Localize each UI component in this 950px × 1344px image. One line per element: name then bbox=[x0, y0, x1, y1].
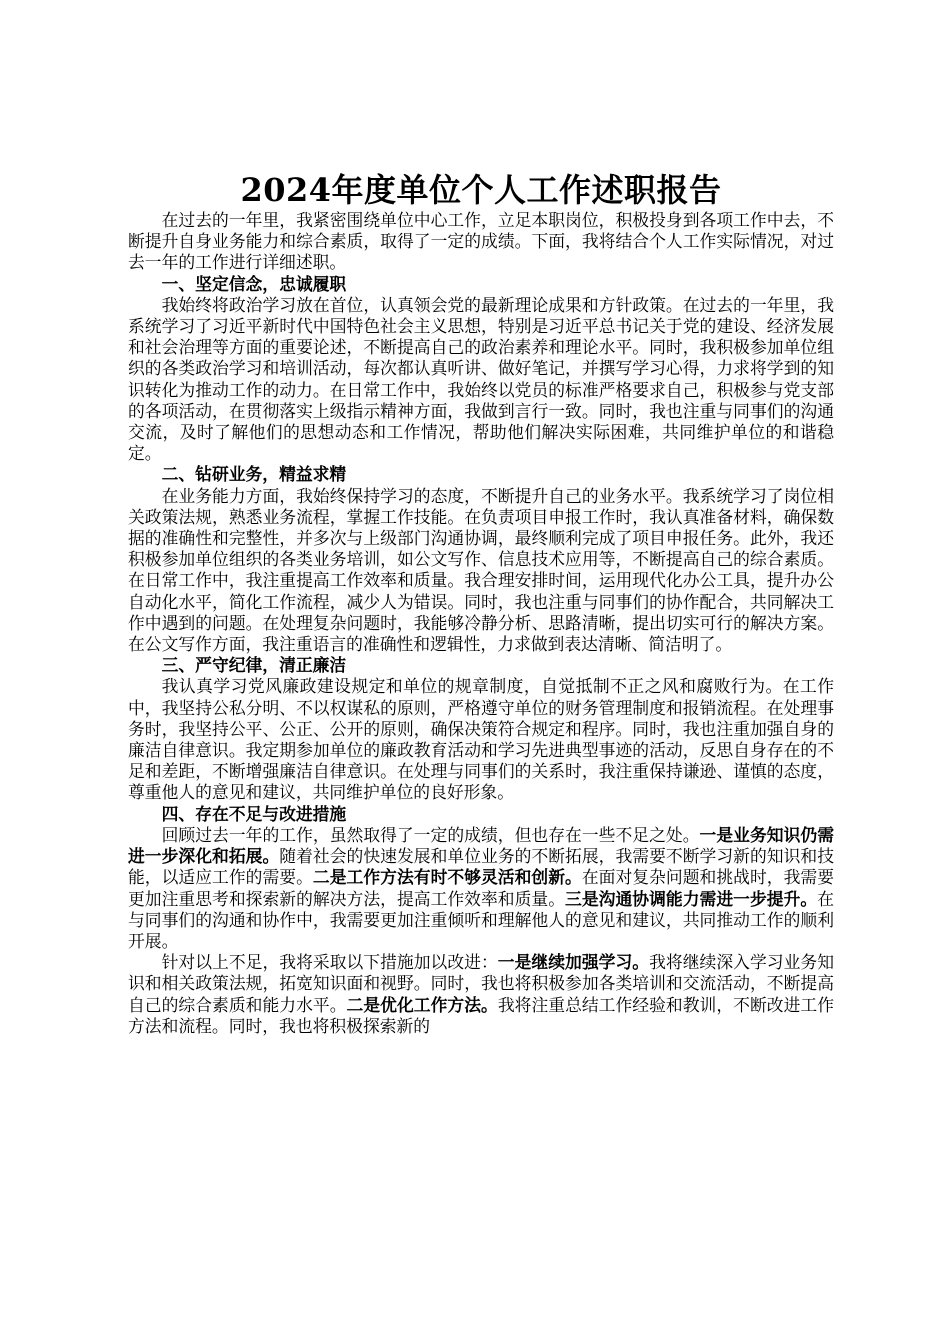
measure-1-bold: 一是继续加强学习。 bbox=[497, 952, 650, 973]
section-heading-3: 三、严守纪律，清正廉洁 bbox=[161, 655, 347, 676]
shortcoming-1-text: 随着社会的快速发展和单位业务的不断拓展，我需要不断学习新的知识和技能，以适应工作的需要。 bbox=[128, 846, 834, 888]
shortcomings-lead: 回顾过去一年的工作，虽然取得了一定的成绩，但也存在一些不足之处。 bbox=[161, 824, 700, 845]
shortcoming-3-bold: 三是沟通协调能力需进一步提升。 bbox=[565, 888, 818, 909]
shortcoming-3-text: 在与同事们的沟通和协作中，我需要更加注重倾听和理解他人的意见和建议，共同推动工作的顺利开展。 bbox=[128, 888, 834, 951]
shortcoming-2-bold: 二是工作方法有时不够灵活和创新。 bbox=[312, 867, 582, 888]
section-body-3: 我认真学习党风廉政建设规定和单位的规章制度，自觉抵制不正之风和腐败行为。在工作中，我坚持公私分明、不以权谋私的原则，严格遵守单位的财务管理制度和报销流程。在处理事务时，我坚持公平、公正、公开的原则，确保决策符合规定和程序。同时，我也注重加强自身的廉洁自律意识。我定期参加单位的廉政教育活动和学习先进典型事迹的活动，反思自身存在的不足和差距，不断增强廉洁自律意识。在处理与同事们的关系时，我注重保持谦逊、谨慎的态度，尊重他人的意见和建议，共同维护单位的良好形象。 bbox=[128, 676, 834, 803]
document-title: 2024年度单位个人工作述职报告 bbox=[240, 171, 722, 209]
section-body-4-shortcomings bbox=[128, 825, 834, 952]
measures-lead: 针对以上不足，我将采取以下措施加以改进： bbox=[161, 952, 498, 973]
section-body-1: 我始终将政治学习放在首位，认真领会党的最新理论成果和方针政策。在过去的一年里，我系统学习了习近平新时代中国特色社会主义思想，特别是习近平总书记关于党的建设、经济发展和社会治理等方面的重要论述，不断提高自己的政治素养和理论水平。同时，我积极参加单位组织的各类政治学习和培训活动，每次都认真听讲、做好笔记，并撰写学习心得，力求将学到的知识转化为推动工作的动力。在日常工作中，我始终以党员的标准严格要求自己，积极参与党支部的各项活动，在贯彻落实上级指示精神方面，我做到言行一致。同时，我也注重与同事们的沟通交流，及时了解他们的思想动态和工作情况，帮助他们解决实际困难，共同维护单位的和谐稳定。 bbox=[128, 294, 834, 464]
measure-2-text: 我将注重总结工作经验和教训，不断改进工作方法和流程。同时，我也将积极探索新的 bbox=[128, 994, 834, 1036]
measure-1-text: 我将继续深入学习业务知识和相关政策法规，拓宽知识面和视野。同时，我也将积极参加各类培训和交流活动，不断提高自己的综合素质和能力水平。 bbox=[128, 952, 834, 1015]
shortcoming-1-bold: 一是业务知识仍需进一步深化和拓展。 bbox=[128, 824, 834, 867]
section-heading-4: 四、存在不足与改进措施 bbox=[161, 803, 347, 824]
section-heading-2: 二、钻研业务，精益求精 bbox=[161, 464, 347, 485]
shortcoming-2-text: 在面对复杂问题和挑战时，我需要更加注重思考和探索新的解决方法，提高工作效率和质量。 bbox=[128, 867, 834, 909]
measure-2-bold: 二是优化工作方法。 bbox=[346, 994, 498, 1015]
section-body-4-measures bbox=[128, 952, 834, 1037]
section-body-2: 在业务能力方面，我始终保持学习的态度，不断提升自己的业务水平。我系统学习了岗位相关政策法规，熟悉业务流程，掌握工作技能。在负责项目申报工作时，我认真准备材料，确保数据的准确性和完整性，并多次与上级部门沟通协调，最终顺利完成了项目申报任务。此外，我还积极参加单位组织的各类业务培训，如公文写作、信息技术应用等，不断提高自己的综合素质。在日常工作中，我注重提高工作效率和质量。我合理安排时间，运用现代化办公工具，提升办公自动化水平，简化工作流程，减少人为错误。同时，我也注重与同事们的协作配合，共同解决工作中遇到的问题。在处理复杂问题时，我能够冷静分析、思路清晰，提出切实可行的解决方案。在公文写作方面，我注重语言的准确性和逻辑性，力求做到表达清晰、简洁明了。 bbox=[128, 485, 834, 655]
intro-paragraph: 在过去的一年里，我紧密围绕单位中心工作，立足本职岗位，积极投身到各项工作中去，不断提升自身业务能力和综合素质，取得了一定的成绩。下面，我将结合个人工作实际情况，对过去一年的工作进行详细述职。 bbox=[128, 210, 834, 273]
section-heading-1: 一、坚定信念，忠诚履职 bbox=[161, 273, 347, 294]
document-page bbox=[128, 170, 834, 1037]
